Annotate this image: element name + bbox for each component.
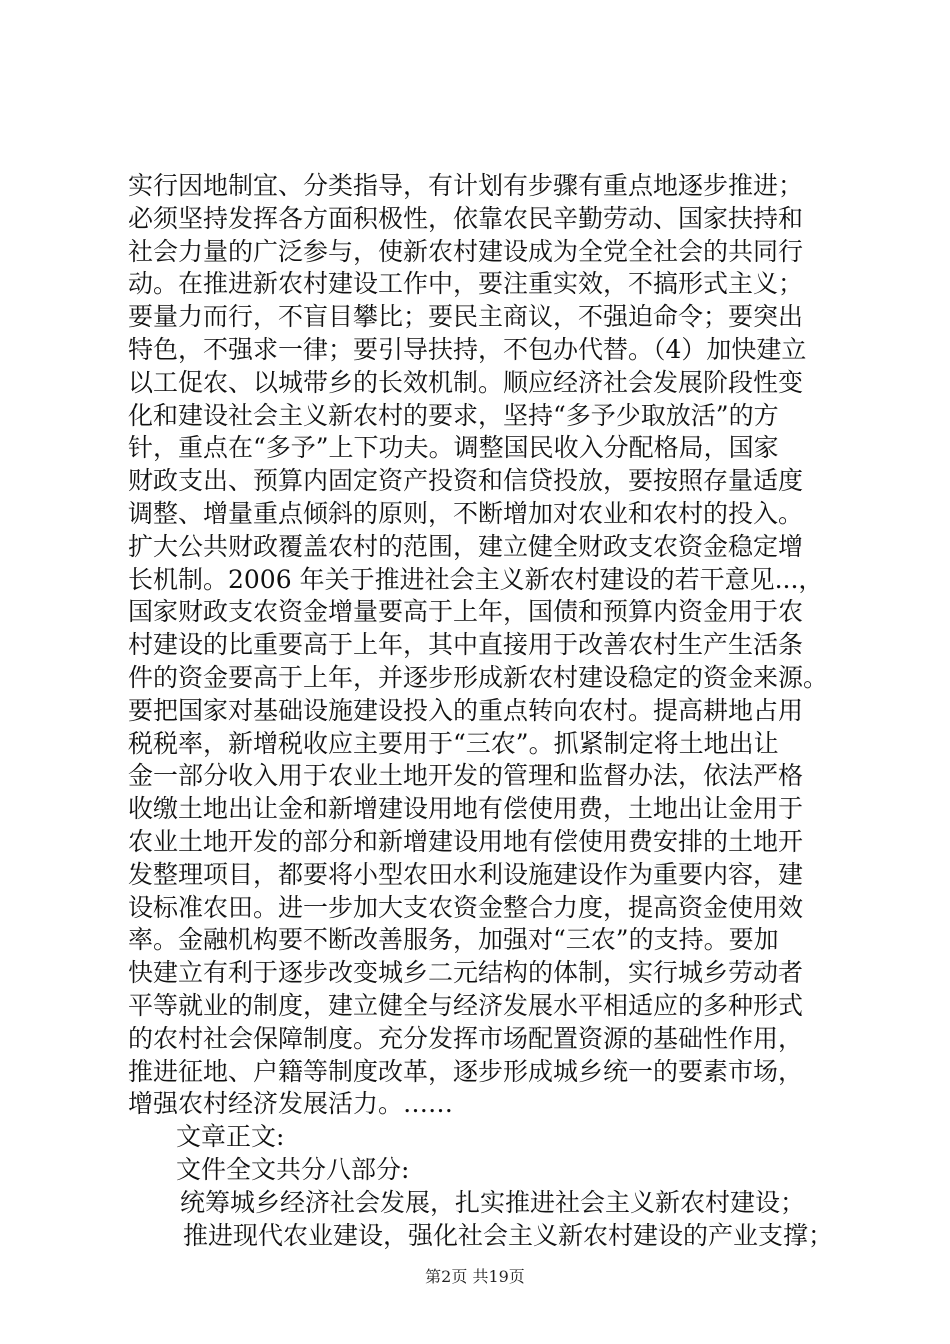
body-line: 推进征地、户籍等制度改革，逐步形成城乡统一的要素市场，: [128, 1056, 804, 1086]
body-line: 实行因地制宜、分类指导，有计划有步骤有重点地逐步推进；: [128, 171, 804, 200]
body-line: 金一部分收入用于农业土地开发的管理和监督办法，依法严格: [128, 761, 804, 791]
body-line: 必须坚持发挥各方面积极性，依靠农民辛勤劳动、国家扶持和: [128, 203, 804, 233]
body-line: 发整理项目，都要将小型农田水利设施建设作为重要内容，建: [128, 859, 804, 889]
body-line: 调整、增量重点倾斜的原则，不断增加对农业和农村的投入。: [128, 498, 804, 528]
body-line: 动。在推进新农村建设工作中，要注重实效，不搞形式主义；: [128, 269, 804, 299]
body-line: 财政支出、预算内固定资产投资和信贷投放，要按照存量适度: [128, 466, 804, 496]
body-line: 增强农村经济发展活力。……: [128, 1089, 454, 1119]
body-line: 收缴土地出让金和新增建设用地有偿使用费，土地出让金用于: [128, 794, 804, 824]
body-line: 特色，不强求一律；要引导扶持，不包办代替。（4）加快建立: [128, 334, 807, 364]
summary-item: 推进现代农业建设，强化社会主义新农村建设的产业支撑；: [183, 1220, 834, 1250]
body-line: 设标准农田。进一步加大支农资金整合力度，提高资金使用效: [128, 892, 804, 922]
body-line: 农业土地开发的部分和新增建设用地有偿使用费安排的土地开: [128, 826, 804, 856]
summary-item: 统筹城乡经济社会发展，扎实推进社会主义新农村建设；: [180, 1187, 806, 1217]
body-line: 快建立有利于逐步改变城乡二元结构的体制，实行城乡劳动者: [128, 958, 804, 988]
body-line: 针，重点在“多予”上下功夫。调整国民收入分配格局，国家: [128, 433, 779, 463]
body-line: 村建设的比重要高于上年，其中直接用于改善农村生产生活条: [128, 630, 804, 660]
body-line: 国家财政支农资金增量要高于上年，国债和预算内资金用于农: [128, 597, 804, 627]
body-line: 化和建设社会主义新农村的要求，坚持“多予少取放活”的方: [128, 400, 779, 430]
body-line: 件的资金要高于上年，并逐步形成新农村建设稳定的资金来源。: [128, 662, 829, 692]
body-line: 率。金融机构要不断改善服务，加强对“三农”的支持。要加: [128, 925, 779, 955]
body-line: 要把国家对基础设施建设投入的重点转向农村。提高耕地占用: [128, 695, 804, 725]
body-line: 要量力而行，不盲目攀比；要民主商议，不强迫命令；要突出: [128, 302, 804, 332]
body-line: 社会力量的广泛参与，使新农村建设成为全党全社会的共同行: [128, 236, 804, 266]
body-line: 长机制。2006 年关于推进社会主义新农村建设的若干意见...，: [128, 564, 824, 594]
body-line: 税税率，新增税收应主要用于“三农”。抓紧制定将土地出让: [128, 728, 779, 758]
body-line: 的农村社会保障制度。充分发挥市场配置资源的基础性作用，: [128, 1023, 804, 1053]
body-line: 平等就业的制度，建立健全与经济发展水平相适应的多种形式: [128, 990, 804, 1020]
body-line: 以工促农、以城带乡的长效机制。顺应经济社会发展阶段性变: [128, 367, 804, 397]
document-body: [128, 170, 843, 1252]
summary-intro: 文件全文共分八部分:: [176, 1154, 410, 1184]
body-line: 扩大公共财政覆盖农村的范围，建立健全财政支农资金稳定增: [128, 531, 804, 561]
section-label: 文章正文:: [176, 1122, 285, 1152]
page-indicator: 第2页 共19页: [425, 1267, 525, 1286]
